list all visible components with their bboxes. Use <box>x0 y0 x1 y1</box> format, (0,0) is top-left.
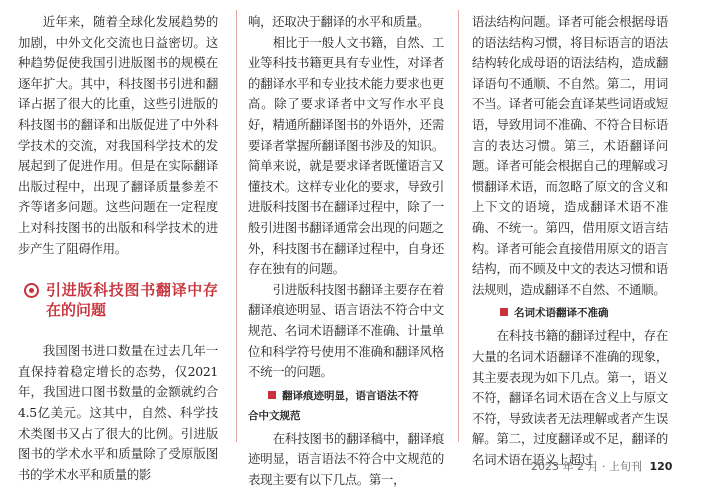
paragraph: 我国图书进口数量在过去几年一直保持着稳定增长的态势，仅2021年，我国进口图书数量的金额就约合4.5亿美元。这其中，自然、科学技术类图书又占了很大的比例。引进版图书的学术水平和质量除了受原版图书的学术水平和质量的影 <box>18 343 218 482</box>
subheading <box>248 386 444 426</box>
subheading-text: 翻译痕迹明显，语言语法不符 <box>282 389 419 402</box>
paragraph: 相比于一般人文书籍，自然、工业等科技书籍更具有专业性，对译者的翻译水平和专业技术能力要求也更高。除了要求译者中文写作水平良好，精通所翻译图书的外语外，还需要译者掌握所翻译图书涉及的知识。简单来说，就是要求译者既懂语言又懂技术。这样专业化的要求，导致引进版科技图书在翻译过程中，除了一般引进图书翻译通常会出现的问题之外，科技图书在翻译过程中，自身还存在独有的问题。 <box>248 34 444 277</box>
column-2 <box>248 12 444 490</box>
paragraph: 在科技书籍的翻译过程中，存在大量的名词术语翻译不准确的现象，其主要表现为如下几点。第一，语义不符，翻译名词术语在含义上与原文不符，导致读者无法理解或者产生误解。第二，过度翻译或不足，翻译的名词术语在语义上超过 <box>472 328 668 467</box>
subheading-text: 合中文规范 <box>248 409 301 422</box>
paragraph: 响，还取决于翻译的水平和质量。 <box>248 14 430 29</box>
column-3 <box>472 12 668 470</box>
paragraph: 近年来，随着全球化发展趋势的加剧，中外文化交流也日益密切。这种趋势促使我国引进版图书的规模在逐年扩大。其中，科技图书引进和翻译占据了很大的比重，这些引进版的科技图书的翻译和出版促进了中外科学技术的交流，对我国科学技术的发展起到了促进作用。但是在实际翻译出版过程中，出现了翻译质量参差不齐等诸多问题。这些问题在一定程度上对科技图书的出版和科学技术的进步产生了阻碍作用。 <box>18 14 218 256</box>
paragraph: 引进版科技图书翻译主要存在着翻译痕迹明显、语言语法不符合中文规范、名词术语翻译不准确、计量单位和科学符号使用不准确和翻译风格不统一的问题。 <box>248 281 444 380</box>
column-divider <box>458 10 459 442</box>
square-bullet-icon <box>500 308 508 316</box>
subheading <box>472 303 668 323</box>
subheading-text: 名词术语翻译不准确 <box>514 307 609 320</box>
target-bullet-icon <box>24 283 39 298</box>
paragraph: 在科技图书的翻译稿中，翻译痕迹明显，语言语法不符合中文规范的表现主要有以下几点。第一， <box>248 430 444 487</box>
column-divider <box>236 10 237 442</box>
page-footer <box>531 458 672 474</box>
paragraph: 语法结构问题。译者可能会根据母语的语法结构习惯，将目标语言的语法结构转化成母语的语法结构，造成翻译语句不通顺、不自然。第二，用词不当。译者可能会直译某些词语或短语，导致用词不准确、不符合目标语言的表达习惯。第三，术语翻译问题。译者可能会根据自己的理解或习惯翻译术语，而忽略了原文的含义和上下文的语境，造成翻译术语不准确、不统一。第四，借用原文语言结构。译者可能会直接借用原文的语言结构，而不顾及中文的表达习惯和语法规则，造成翻译不自然、不通顺。 <box>472 14 668 297</box>
issue-date: 2023 年 2 月 · 上旬刊 <box>531 460 642 473</box>
section-heading-text: 引进版科技图书翻译中存在的问题 <box>46 281 218 320</box>
column-1 <box>18 12 218 485</box>
section-heading <box>18 280 218 320</box>
page-number: 120 <box>649 460 673 473</box>
square-bullet-icon <box>268 391 276 399</box>
